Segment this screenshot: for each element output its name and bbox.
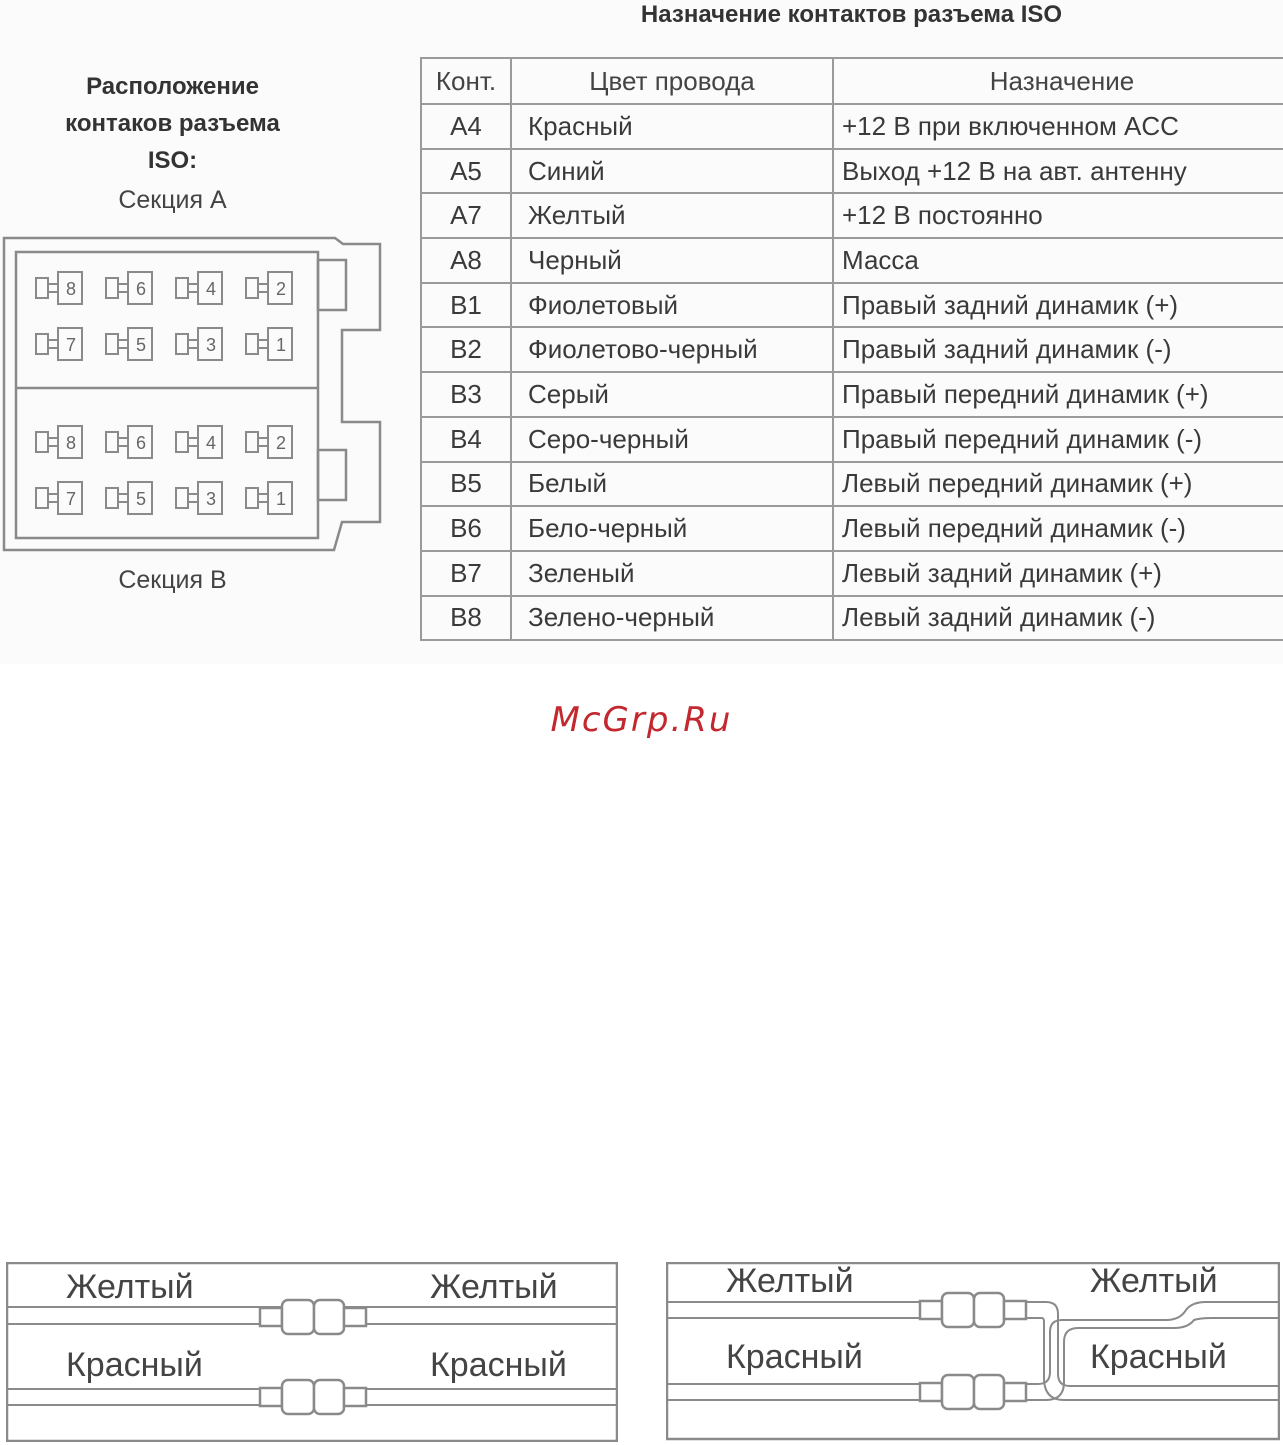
pin-number-label: 7 [65, 489, 77, 509]
pin-number-label: 5 [135, 335, 147, 355]
color-cell: Фиолетово-черный [511, 327, 833, 372]
pin-number-label: 3 [205, 489, 217, 509]
pin-cell: B2 [421, 327, 511, 372]
pin-cell: B6 [421, 506, 511, 551]
pin-cell: A7 [421, 193, 511, 238]
table-row [421, 462, 1283, 507]
function-cell: Правый передний динамик (+) [833, 372, 1283, 417]
pin-cell: B4 [421, 417, 511, 462]
connector-pin [246, 272, 292, 304]
pin-assignment-table [420, 57, 1283, 641]
function-cell: +12 В при включенном ACC [833, 104, 1283, 149]
connector-layout-title: Расположение контаков разъема ISO: [65, 73, 280, 174]
pin-number-label: 3 [205, 335, 217, 355]
function-cell: Левый передний динамик (+) [833, 462, 1283, 507]
wire-label-yellow-right: Желтый [1090, 1262, 1218, 1300]
wire-label-red-right: Красный [430, 1346, 567, 1384]
pin-number-label: 2 [275, 433, 287, 453]
connector-pin [106, 482, 152, 514]
pin-cell: B3 [421, 372, 511, 417]
connector-pin [106, 426, 152, 458]
pin-number-label: 6 [135, 279, 147, 299]
function-cell: Правый задний динамик (-) [833, 327, 1283, 372]
pin-cell: A8 [421, 238, 511, 283]
function-cell: Правый передний динамик (-) [833, 417, 1283, 462]
wiring-diagram-straight [6, 1262, 618, 1442]
pin-number-label: 1 [275, 489, 287, 509]
color-cell: Серо-черный [511, 417, 833, 462]
wire-label-yellow-right: Желтый [430, 1268, 558, 1306]
header-function: Назначение [833, 58, 1283, 104]
connector-icon [920, 1375, 1026, 1409]
connector-pin [176, 482, 222, 514]
color-cell: Белый [511, 462, 833, 507]
connector-icon [920, 1293, 1026, 1327]
section-a-label: Секция A [118, 186, 227, 214]
color-cell: Синий [511, 149, 833, 194]
wire-label-red-right: Красный [1090, 1338, 1227, 1376]
function-cell: Левый задний динамик (-) [833, 596, 1283, 641]
color-cell: Зелено-черный [511, 596, 833, 641]
connector-inner-frame [16, 252, 318, 538]
table-row [421, 238, 1283, 283]
function-cell: Правый задний динамик (+) [833, 283, 1283, 328]
pin-number-label: 6 [135, 433, 147, 453]
pin-number-label: 4 [205, 433, 217, 453]
pin-number-label: 8 [65, 279, 77, 299]
connector-icon [260, 1380, 366, 1414]
function-cell: Левый передний динамик (-) [833, 506, 1283, 551]
table-title: Назначение контактов разъема ISO [640, 1, 1063, 28]
table-row [421, 283, 1283, 328]
connector-pin [36, 328, 82, 360]
watermark: McGrp.Ru [550, 700, 733, 740]
color-cell: Желтый [511, 193, 833, 238]
color-cell: Серый [511, 372, 833, 417]
table-row [421, 551, 1283, 596]
wire-label-yellow-left: Желтый [66, 1268, 194, 1306]
header-wire-color: Цвет провода [511, 58, 833, 104]
connector-pin [246, 482, 292, 514]
pin-number-label: 8 [65, 433, 77, 453]
wire-label-yellow-left: Желтый [726, 1262, 854, 1300]
connector-pin [176, 328, 222, 360]
table-row [421, 104, 1283, 149]
table-row [421, 372, 1283, 417]
connector-pin [246, 328, 292, 360]
table-row [421, 506, 1283, 551]
table-row [421, 193, 1283, 238]
color-cell: Красный [511, 104, 833, 149]
pin-cell: B8 [421, 596, 511, 641]
pin-cell: B1 [421, 283, 511, 328]
connector-pin [36, 482, 82, 514]
table-header-row [421, 58, 1283, 104]
connector-icon [260, 1300, 366, 1334]
function-cell: Левый задний динамик (+) [833, 551, 1283, 596]
iso-connector-diagram [0, 232, 400, 562]
connector-pin [106, 328, 152, 360]
pin-number-label: 1 [275, 335, 287, 355]
connector-pin [106, 272, 152, 304]
wire-label-red-left: Красный [726, 1338, 863, 1376]
color-cell: Черный [511, 238, 833, 283]
pin-cell: A5 [421, 149, 511, 194]
wiring-diagram-swapped [666, 1262, 1280, 1442]
table-row [421, 149, 1283, 194]
latch-a [318, 260, 346, 310]
latch-b [318, 450, 346, 500]
connector-pin [176, 272, 222, 304]
pin-number-label: 7 [65, 335, 77, 355]
wire-label-red-left: Красный [66, 1346, 203, 1384]
function-cell: Масса [833, 238, 1283, 283]
pin-cell: B7 [421, 551, 511, 596]
function-cell: Выход +12 В на авт. антенну [833, 149, 1283, 194]
color-cell: Фиолетовый [511, 283, 833, 328]
color-cell: Зеленый [511, 551, 833, 596]
table-row [421, 417, 1283, 462]
header-pin: Конт. [421, 58, 511, 104]
section-b-label: Секция B [118, 566, 227, 594]
pin-number-label: 2 [275, 279, 287, 299]
function-cell: +12 В постоянно [833, 193, 1283, 238]
pin-cell: A4 [421, 104, 511, 149]
pin-number-label: 5 [135, 489, 147, 509]
connector-pin [36, 272, 82, 304]
color-cell: Бело-черный [511, 506, 833, 551]
pin-number-label: 4 [205, 279, 217, 299]
table-row [421, 596, 1283, 641]
connector-pin [246, 426, 292, 458]
pin-cell: B5 [421, 462, 511, 507]
connector-pin [36, 426, 82, 458]
table-row [421, 327, 1283, 372]
connector-pin [176, 426, 222, 458]
